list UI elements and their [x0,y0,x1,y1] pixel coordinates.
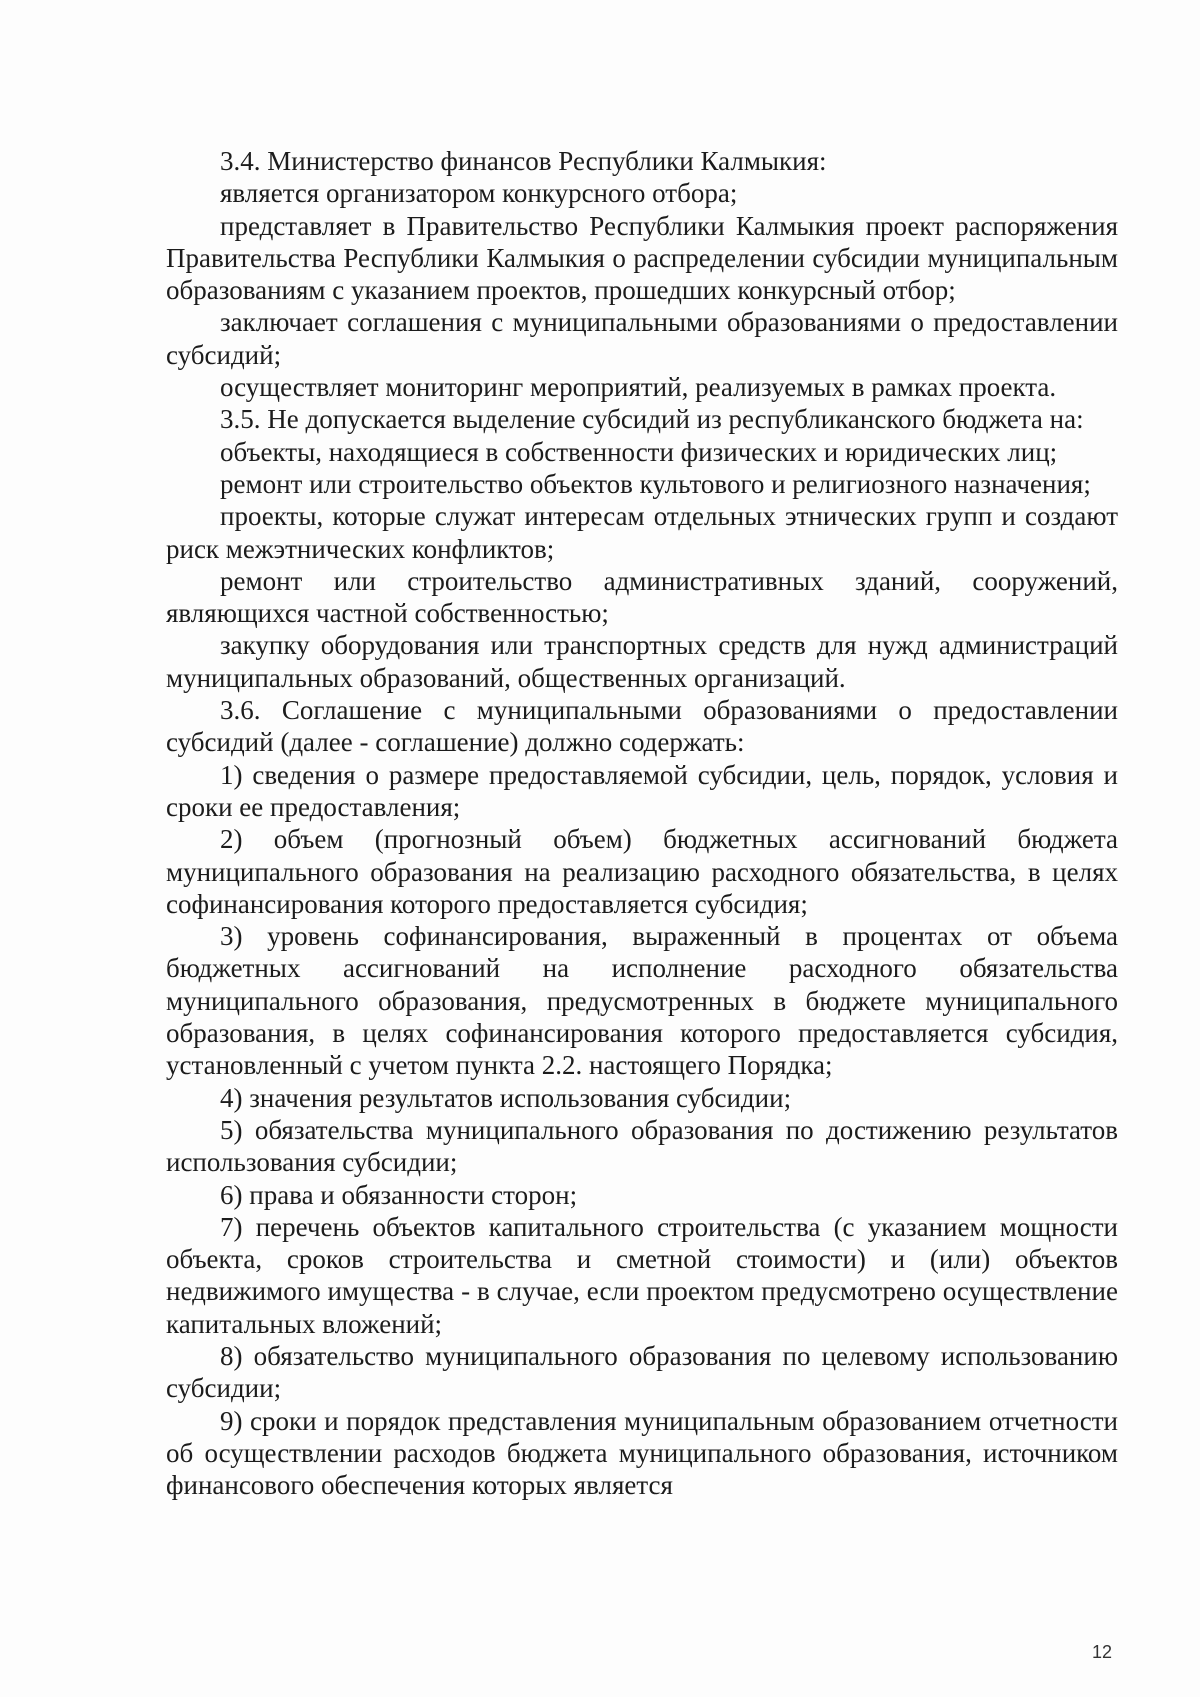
paragraph-monitoring: осуществляет мониторинг мероприятий, реализуемых в рамках проекта. [220,372,1057,403]
list-item-4: 4) значения результатов использования субсидии; [220,1082,792,1113]
paragraph-submits-draft: представляет в Правительство Республики Калмыкия проект распоряжения Правительства Республики Калмыкия о распределении субсидии муниципальным образованиям с указанием проектов, прошедших конкурсный отбор; [166,210,1118,306]
list-item-3: 3) уровень софинансирования, выраженный в процентах от объема бюджетных ассигнований на исполнение расходного обязательства муниципального образования, предусмотренных в бюджете муниципального образования, в целях софинансирования которого предоставляется субсидия, установленный с учетом пункта 2.2. настоящего Порядка; [166,921,1118,1081]
document-body [166,145,1118,1501]
list-item-7: 7) перечень объектов капитального строительства (с указанием мощности объекта, сроков строительства и сметной стоимости) и (или) объектов недвижимого имущества - в случае, если проектом предусмотрено осуществление капитальных вложений; [166,1211,1118,1339]
paragraph-3-4-heading: 3.4. Министерство финансов Республики Калмыкия: [220,146,827,176]
paragraph-private-property: объекты, находящиеся в собственности физических и юридических лиц; [220,436,1058,467]
paragraph-3-6-heading: 3.6. Соглашение с муниципальными образованиями о предоставлении субсидий (далее - соглашение) должно содержать: [166,695,1118,758]
paragraph-3-5-heading: 3.5. Не допускается выделение субсидий из республиканского бюджета на: [220,404,1084,435]
paragraph-ethnic-groups: проекты, которые служат интересам отдельных этнических групп и создают риск межэтнических конфликтов; [166,501,1118,564]
list-item-2: 2) объем (прогнозный объем) бюджетных ассигнований бюджета муниципального образования на реализацию расходного обязательства, в целях софинансирования которого предоставляется субсидия; [166,824,1118,919]
page-number: 12 [1091,1642,1112,1662]
list-item-1: 1) сведения о размере предоставляемой субсидии, цель, порядок, условия и сроки ее предоставления; [166,759,1118,822]
paragraph-organizer: является организатором конкурсного отбора; [220,178,738,209]
paragraph-religious-objects: ремонт или строительство объектов культового и религиозного назначения; [220,468,1091,499]
list-item-9: 9) сроки и порядок представления муниципальным образованием отчетности об осуществлении расходов бюджета муниципального образования, источником финансового обеспечения которых является [166,1405,1118,1501]
paragraph-administrative-buildings: ремонт или строительство административных зданий, сооружений, являющихся частной собственностью; [166,565,1118,629]
paragraph-equipment-purchase: закупку оборудования или транспортных средств для нужд администраций муниципальных образований, общественных организаций. [166,630,1118,693]
list-item-5: 5) обязательства муниципального образования по достижению результатов использования субсидии; [166,1114,1118,1178]
paragraph-concludes-agreements: заключает соглашения с муниципальными образованиями о предоставлении субсидий; [166,307,1118,370]
list-item-8: 8) обязательство муниципального образования по целевому использованию субсидии; [166,1340,1118,1404]
list-item-6: 6) права и обязанности сторон; [220,1179,578,1210]
